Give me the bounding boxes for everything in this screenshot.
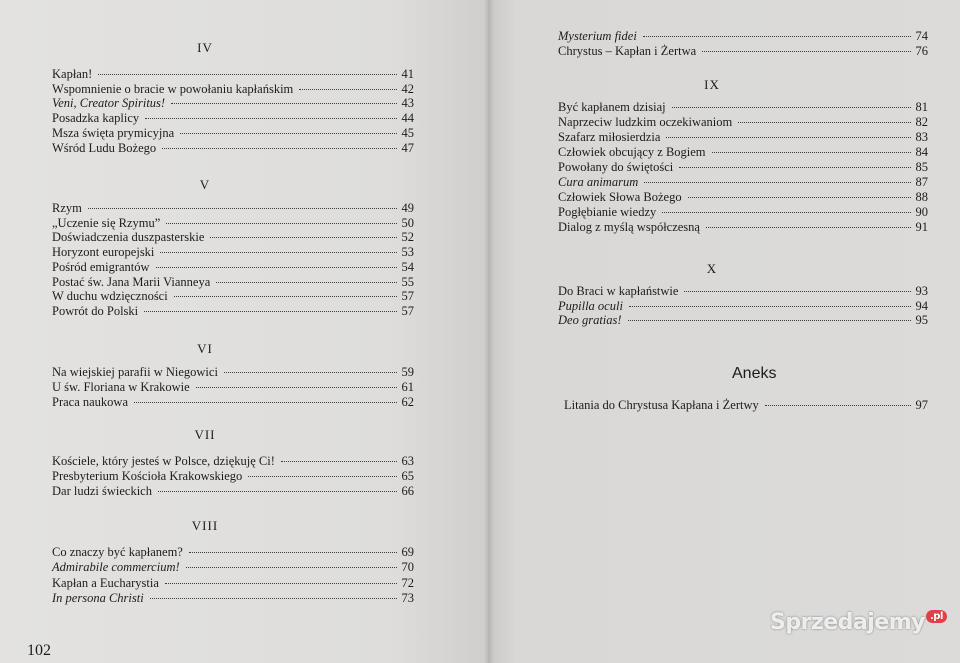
entry-page-number: 52 bbox=[401, 230, 414, 245]
entry-title: Praca naukowa bbox=[52, 395, 129, 410]
watermark-text: Sprzedajemy bbox=[770, 610, 925, 635]
entry-page-number: 54 bbox=[401, 259, 414, 274]
toc-entry bbox=[52, 591, 414, 606]
section-number: IV bbox=[197, 40, 213, 55]
entry-page-number: 88 bbox=[915, 190, 928, 204]
toc-entry bbox=[558, 115, 928, 130]
entry-page-number: 76 bbox=[915, 43, 928, 58]
dot-leader bbox=[180, 133, 397, 134]
entry-page-number: 42 bbox=[401, 81, 414, 96]
watermark-badge: .pl bbox=[926, 610, 947, 623]
dot-leader bbox=[174, 296, 397, 297]
entry-page-number: 66 bbox=[401, 484, 414, 498]
dot-leader bbox=[216, 282, 397, 283]
entry-title: Posadzka kaplicy bbox=[52, 111, 140, 126]
dot-leader bbox=[165, 583, 397, 584]
entry-title: Litania do Chrystusa Kapłana i Żertwy bbox=[564, 398, 759, 412]
toc-entry bbox=[558, 313, 928, 328]
aneks-heading: Aneks bbox=[732, 365, 777, 382]
entry-page-number: 81 bbox=[915, 100, 928, 114]
toc-entry bbox=[52, 201, 414, 216]
toc-entry bbox=[564, 398, 928, 413]
entry-page-number: 53 bbox=[401, 245, 414, 260]
entry-title: Postać św. Jana Marii Vianneya bbox=[52, 274, 211, 289]
entry-page-number: 84 bbox=[915, 145, 928, 159]
entry-page-number: 55 bbox=[401, 274, 414, 289]
entry-page-number: 93 bbox=[915, 284, 928, 298]
entry-title: Kościele, który jesteś w Polsce, dziękuję Ci! bbox=[52, 454, 275, 468]
dot-leader bbox=[628, 320, 911, 321]
toc-entry bbox=[558, 130, 928, 145]
entry-page-number: 70 bbox=[401, 560, 414, 575]
entry-page-number: 95 bbox=[915, 313, 928, 328]
entry-page-number: 83 bbox=[915, 130, 928, 144]
dot-leader bbox=[629, 306, 911, 307]
entry-page-number: 63 bbox=[401, 454, 414, 468]
entry-page-number: 65 bbox=[401, 469, 414, 483]
section-number: V bbox=[199, 177, 211, 192]
toc-entry bbox=[52, 126, 414, 141]
dot-leader bbox=[134, 402, 397, 403]
book-gutter bbox=[484, 0, 494, 663]
entry-page-number: 90 bbox=[915, 205, 928, 219]
dot-leader bbox=[166, 223, 397, 224]
entry-page-number: 57 bbox=[401, 303, 414, 318]
entry-page-number: 50 bbox=[401, 215, 414, 230]
toc-entry bbox=[52, 380, 414, 395]
entry-title: Wspomnienie o bracie w powołaniu kapłańskim bbox=[52, 81, 294, 96]
toc-entry bbox=[52, 484, 414, 499]
toc-entry bbox=[52, 454, 414, 469]
dot-leader bbox=[248, 476, 397, 477]
entry-title: Pośród emigrantów bbox=[52, 259, 150, 274]
entry-title: Do Braci w kapłaństwie bbox=[558, 284, 679, 298]
dot-leader bbox=[189, 552, 397, 553]
toc-entry bbox=[52, 230, 414, 245]
dot-leader bbox=[702, 51, 911, 52]
entry-page-number: 62 bbox=[401, 395, 414, 410]
toc-entry bbox=[52, 245, 414, 260]
toc-entry bbox=[558, 220, 928, 235]
entry-title: Admirabile commercium! bbox=[52, 560, 180, 575]
toc-entry bbox=[558, 284, 928, 299]
dot-leader bbox=[679, 167, 911, 168]
entry-page-number: 43 bbox=[401, 96, 414, 111]
section-number: VIII bbox=[191, 518, 219, 533]
entry-title: Naprzeciw ludzkim oczekiwaniom bbox=[558, 115, 733, 129]
entry-title: Na wiejskiej parafii w Niegowici bbox=[52, 365, 218, 379]
dot-leader bbox=[162, 148, 397, 149]
dot-leader bbox=[688, 197, 911, 198]
entry-title: Veni, Creator Spiritus! bbox=[52, 96, 166, 111]
toc-entry bbox=[52, 275, 414, 290]
dot-leader bbox=[738, 122, 911, 123]
dot-leader bbox=[150, 598, 397, 599]
toc-entry bbox=[52, 545, 414, 560]
dot-leader bbox=[712, 152, 911, 153]
dot-leader bbox=[196, 387, 397, 388]
toc-entry bbox=[52, 82, 414, 97]
entry-title: Być kapłanem dzisiaj bbox=[558, 100, 666, 114]
toc-entry bbox=[558, 44, 928, 59]
entry-page-number: 72 bbox=[401, 575, 414, 590]
entry-page-number: 91 bbox=[915, 220, 928, 234]
entry-title: Wśród Ludu Bożego bbox=[52, 140, 157, 155]
entry-title: Człowiek Słowa Bożego bbox=[558, 190, 682, 204]
dot-leader bbox=[145, 118, 397, 119]
dot-leader bbox=[98, 74, 397, 75]
entry-title: Kapłan! bbox=[52, 67, 93, 81]
toc-entry bbox=[52, 111, 414, 126]
entry-page-number: 49 bbox=[401, 201, 414, 215]
watermark-logo bbox=[770, 610, 947, 635]
entry-title: Pogłębianie wiedzy bbox=[558, 205, 657, 219]
toc-entry bbox=[558, 205, 928, 220]
dot-leader bbox=[88, 208, 397, 209]
dot-leader bbox=[144, 311, 397, 312]
entry-title: Deo gratias! bbox=[558, 313, 622, 328]
toc-entry bbox=[52, 141, 414, 156]
page-number: 102 bbox=[27, 642, 51, 659]
entry-title: „Uczenie się Rzymu” bbox=[52, 215, 161, 230]
entry-title: Powrót do Polski bbox=[52, 303, 139, 318]
toc-entry bbox=[52, 560, 414, 575]
dot-leader bbox=[765, 405, 911, 406]
dot-leader bbox=[171, 103, 397, 104]
entry-page-number: 97 bbox=[915, 398, 928, 412]
entry-title: Msza święta prymicyjna bbox=[52, 125, 175, 140]
toc-entry bbox=[558, 175, 928, 190]
toc-entry bbox=[558, 160, 928, 175]
entry-page-number: 73 bbox=[401, 590, 414, 605]
entry-page-number: 41 bbox=[401, 67, 414, 81]
entry-title: W duchu wdzięczności bbox=[52, 289, 168, 304]
entry-title: U św. Floriana w Krakowie bbox=[52, 380, 190, 395]
dot-leader bbox=[281, 461, 397, 462]
entry-page-number: 74 bbox=[915, 29, 928, 43]
toc-entry bbox=[52, 304, 414, 319]
dot-leader bbox=[156, 267, 397, 268]
dot-leader bbox=[210, 237, 397, 238]
entry-page-number: 57 bbox=[401, 289, 414, 304]
toc-entry bbox=[558, 100, 928, 115]
entry-title: Powołany do świętości bbox=[558, 160, 674, 174]
toc-entry bbox=[52, 67, 414, 82]
dot-leader bbox=[684, 291, 911, 292]
dot-leader bbox=[160, 252, 397, 253]
toc-entry bbox=[52, 289, 414, 304]
entry-page-number: 61 bbox=[401, 380, 414, 395]
entry-page-number: 85 bbox=[915, 160, 928, 174]
entry-title: Dar ludzi świeckich bbox=[52, 484, 152, 498]
entry-page-number: 47 bbox=[401, 140, 414, 155]
entry-page-number: 69 bbox=[401, 545, 414, 559]
entry-page-number: 82 bbox=[915, 115, 928, 129]
entry-title: Presbyterium Kościoła Krakowskiego bbox=[52, 469, 243, 483]
dot-leader bbox=[643, 36, 911, 37]
dot-leader bbox=[672, 107, 911, 108]
entry-title: Człowiek obcujący z Bogiem bbox=[558, 145, 706, 159]
section-number: IX bbox=[704, 77, 720, 92]
entry-page-number: 45 bbox=[401, 125, 414, 140]
dot-leader bbox=[706, 227, 911, 228]
toc-entry bbox=[52, 469, 414, 484]
entry-title: Mysterium fidei bbox=[558, 29, 637, 43]
dot-leader bbox=[186, 567, 397, 568]
entry-title: Doświadczenia duszpasterskie bbox=[52, 230, 205, 245]
entry-title: Horyzont europejski bbox=[52, 245, 155, 260]
toc-entry bbox=[52, 395, 414, 410]
dot-leader bbox=[666, 137, 911, 138]
entry-page-number: 59 bbox=[401, 365, 414, 379]
entry-page-number: 87 bbox=[915, 175, 928, 189]
section-number: VI bbox=[197, 341, 213, 356]
toc-entry bbox=[52, 365, 414, 380]
entry-title: Kapłan a Eucharystia bbox=[52, 575, 159, 590]
toc-entry bbox=[558, 29, 928, 44]
dot-leader bbox=[158, 491, 397, 492]
dot-leader bbox=[224, 372, 397, 373]
entry-page-number: 44 bbox=[401, 111, 414, 126]
dot-leader bbox=[662, 212, 911, 213]
entry-title: Chrystus – Kapłan i Żertwa bbox=[558, 43, 697, 58]
entry-title: Co znaczy być kapłanem? bbox=[52, 545, 183, 559]
dot-leader bbox=[299, 89, 397, 90]
section-number: VII bbox=[194, 427, 216, 442]
entry-title: Cura animarum bbox=[558, 175, 639, 189]
toc-entry bbox=[558, 299, 928, 314]
entry-title: Rzym bbox=[52, 201, 82, 215]
dot-leader bbox=[644, 182, 911, 183]
entry-title: In persona Christi bbox=[52, 590, 144, 605]
toc-entry bbox=[558, 145, 928, 160]
entry-page-number: 94 bbox=[915, 298, 928, 313]
entry-title: Szafarz miłosierdzia bbox=[558, 130, 661, 144]
entry-title: Dialog z myślą współczesną bbox=[558, 220, 700, 234]
toc-entry bbox=[52, 96, 414, 111]
toc-entry bbox=[52, 216, 414, 231]
toc-entry bbox=[52, 576, 414, 591]
toc-entry bbox=[558, 190, 928, 205]
toc-entry bbox=[52, 260, 414, 275]
section-number: X bbox=[706, 261, 718, 276]
entry-title: Pupilla oculi bbox=[558, 298, 623, 313]
